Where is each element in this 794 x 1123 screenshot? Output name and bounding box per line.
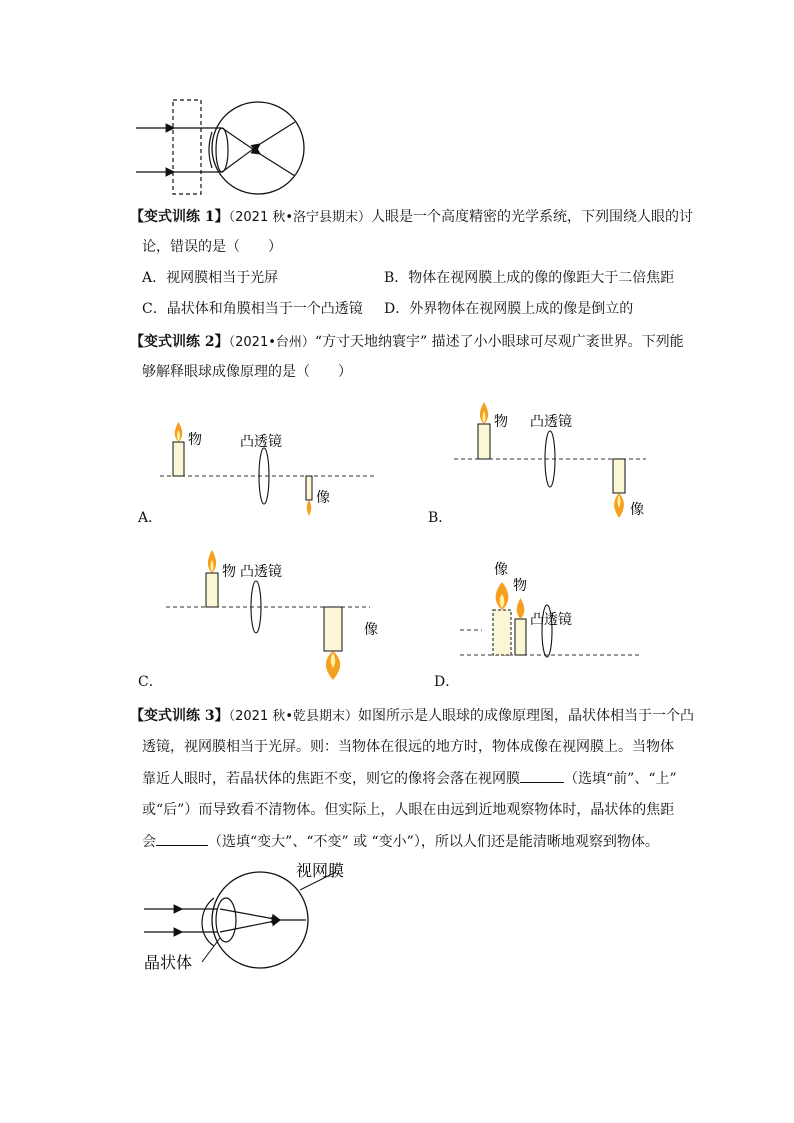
q3-text5b: （选填“变大”、“不变” 或 “变小”），所以人们还是能清晰地观察到物体。 — [208, 834, 659, 850]
crystalline-lens — [216, 128, 228, 172]
candle-object — [515, 619, 526, 655]
q1-stem-line1 — [130, 207, 693, 228]
corrective-lens-box — [173, 100, 201, 194]
figure-c — [160, 546, 390, 686]
figure-c-letter: C． — [138, 674, 163, 690]
figure-d — [456, 556, 656, 666]
figure-a-letter: A． — [138, 510, 163, 526]
q1-tag: 【变式训练 1】 — [130, 209, 229, 225]
flame-icon — [307, 500, 312, 516]
object-label: 物 — [188, 432, 202, 448]
image-label: 像 — [316, 490, 330, 506]
eyeball — [212, 102, 304, 194]
q2-source: （2021•台州） — [228, 335, 315, 350]
candle-image — [613, 459, 625, 493]
q3-text3a: 靠近人眼时，若晶状体的焦距不变，则它的像将会落在视网膜 — [142, 771, 520, 787]
candle-image — [493, 610, 511, 655]
q2-stem-text1: “方寸天地纳寰宇” 描述了小小眼球可尽观广袤世界。下列能 — [314, 334, 684, 350]
eye-correction-diagram — [130, 96, 310, 200]
eye-imaging-diagram — [140, 858, 370, 978]
q3-line1 — [130, 706, 694, 727]
lens-label: 凸透镜 — [240, 564, 282, 580]
q3-line4: 或“后”）而导致看不清物体。但实际上，人眼在由远到近地观察物体时，晶状体的焦距 — [142, 802, 675, 818]
q2-stem-line1 — [130, 332, 684, 353]
q3-text5a: 会 — [142, 834, 156, 850]
lens-label: 凸透镜 — [530, 612, 572, 628]
candle-image — [306, 476, 312, 500]
q3-line3 — [142, 768, 677, 789]
q3-line5 — [142, 831, 659, 852]
crystalline-lens — [216, 898, 236, 942]
q3-source: （2021 秋•乾县期末） — [228, 709, 359, 724]
lens-label: 晶状体 — [144, 953, 193, 972]
q1-source: （2021 秋•洛宁县期末） — [228, 210, 372, 225]
q1-stem-line2: 论，错误的是（ ） — [142, 239, 282, 255]
q1-option-a: A．视网膜相当于光屏 — [142, 270, 279, 286]
object-label: 物 — [513, 578, 527, 594]
flame-icon — [517, 598, 525, 619]
candle-object — [478, 424, 490, 459]
q3-line2: 透镜，视网膜相当于光屏。则：当物体在很远的地方时，物体成像在视网膜上。当物体 — [142, 739, 674, 755]
candle-object — [206, 573, 218, 607]
q1-option-d: D．外界物体在视网膜上成的像是倒立的 — [384, 301, 634, 317]
q1-option-b: B．物体在视网膜上成的像的像距大于二倍焦距 — [384, 270, 675, 286]
candle-image — [324, 607, 342, 651]
object-label: 物 — [222, 564, 236, 580]
lens-label: 凸透镜 — [530, 414, 572, 430]
q3-tag: 【变式训练 3】 — [130, 708, 229, 724]
object-label: 物 — [494, 414, 508, 430]
q2-tag: 【变式训练 2】 — [130, 334, 229, 350]
q3-text3b: （选填“前”、“上” — [564, 771, 677, 787]
figure-a — [140, 418, 390, 528]
figure-b — [450, 398, 660, 528]
figure-b-letter: B． — [428, 510, 453, 526]
answer-blank-1[interactable] — [520, 768, 564, 783]
lens-label: 凸透镜 — [240, 434, 282, 450]
q3-text1: 如图所示是人眼球的成像原理图，晶状体相当于一个凸 — [358, 708, 695, 724]
figure-d-letter: D． — [434, 674, 460, 690]
retina-label: 视网膜 — [296, 861, 345, 880]
image-label: 像 — [494, 562, 508, 578]
image-label: 像 — [630, 502, 644, 518]
q1-stem-text1: 人眼是一个高度精密的光学系统，下列围绕人眼的讨 — [371, 209, 694, 225]
q2-stem-line2: 够解释眼球成像原理的是（ ） — [142, 364, 352, 380]
answer-blank-2[interactable] — [156, 831, 208, 846]
q1-option-c: C．晶状体和角膜相当于一个凸透镜 — [142, 301, 363, 317]
candle-object — [173, 442, 184, 476]
image-label: 像 — [364, 622, 378, 638]
